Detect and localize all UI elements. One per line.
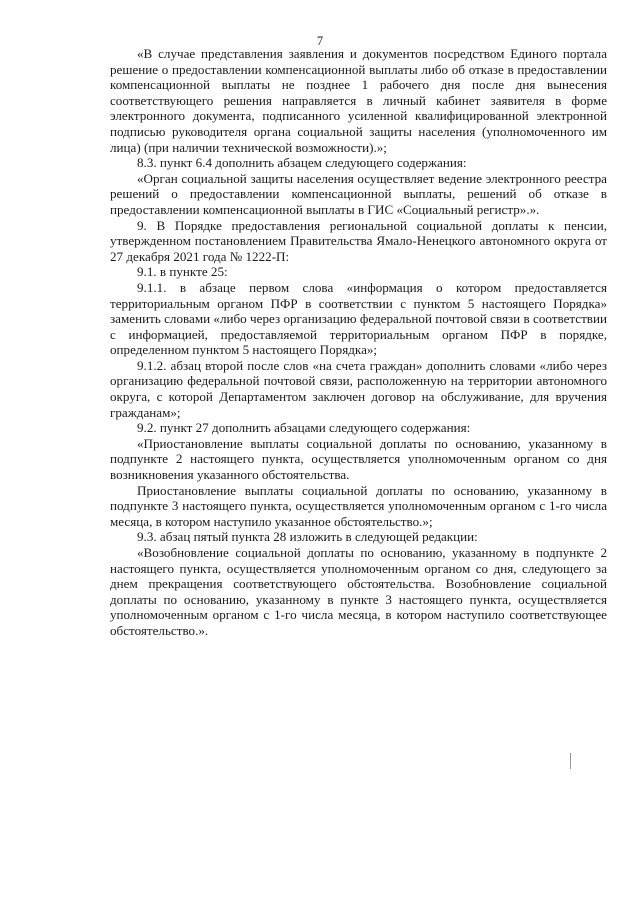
page-number: 7 bbox=[316, 34, 324, 48]
paragraph-decision-delivery: «В случае представления заявления и документов посредством Единого портала решение о предоставлении компенсационной выплаты либо об отказе в предоставлении компенсационной выплаты не позднее 1 рабочего дня после дня вынесения соответствующего решения направляется в личный кабинет заявителя в форме электронного документа, подписанного усиленной квалифицированной электронной подписью руководителя органа социальной защиты населения (уполномоченного им лица) (при наличии технической возможности).»; bbox=[110, 46, 607, 155]
paragraph-9-1-2: 9.1.2. абзац второй после слов «на счета граждан» дополнить словами «либо через организацию федеральной почтовой связи, расположенную на территории автономного округа, с которой Департаментом заключен договор на обслуживание, для вручения гражданам»; bbox=[110, 357, 607, 420]
paragraph-8-3: 8.3. пункт 6.4 дополнить абзацем следующего содержания: bbox=[137, 155, 467, 171]
paragraph-9-1-1: 9.1.1. в абзаце первом слова «информация о котором предоставляется территориальным органом ПФР в соответствии с пунктом 5 настоящего Порядка» заменить словами «либо через организацию федеральной почтовой связи в соответствии с информацией, предоставляемой территориальным органом ПФР в порядке, определенном пунктом 5 настоящего Порядка»; bbox=[110, 279, 607, 358]
paragraph-9-3: 9.3. абзац пятый пункта 28 изложить в следующей редакции: bbox=[137, 529, 478, 545]
paragraph-suspension-2: Приостановление выплаты социальной доплаты по основанию, указанному в подпункте 3 настоящего пункта, осуществляется уполномоченным органом с 1-го числа месяца, в котором наступило указанное обстоятельство.»; bbox=[110, 482, 607, 529]
paragraph-suspension-1: «Приостановление выплаты социальной доплаты по основанию, указанному в подпункте 2 настоящего пункта, осуществляется уполномоченным органом со дня возникновения указанного обстоятельства. bbox=[110, 435, 607, 483]
paragraph-9: 9. В Порядке предоставления региональной социальной доплаты к пенсии, утвержденном постановлением Правительства Ямало-Ненецкого автономного округа от 27 декабря 2021 года № 1222-П: bbox=[110, 217, 607, 264]
paragraph-9-1: 9.1. в пункте 25: bbox=[137, 264, 228, 280]
scan-margin-mark bbox=[570, 753, 571, 769]
document-body bbox=[110, 46, 607, 639]
paragraph-resumption: «Возобновление социальной доплаты по основанию, указанному в подпункте 2 настоящего пункта, осуществляется уполномоченным органом со дня, следующего за днем прекращения соответствующего обстоятельства. Возобновление социальной доплаты по основанию, указанному в пункте 3 настоящего пункта, осуществляется уполномоченным органом с 1-го числа месяца, в котором наступило соответствующее обстоятельство.». bbox=[110, 545, 607, 638]
paragraph-registry: «Орган социальной защиты населения осуществляет ведение электронного реестра решений о предоставлении компенсационной выплаты, решений об отказе в предоставлении компенсационной выплаты в ГИС «Социальный регистр».». bbox=[110, 170, 607, 217]
paragraph-9-2: 9.2. пункт 27 дополнить абзацами следующего содержания: bbox=[137, 420, 471, 436]
